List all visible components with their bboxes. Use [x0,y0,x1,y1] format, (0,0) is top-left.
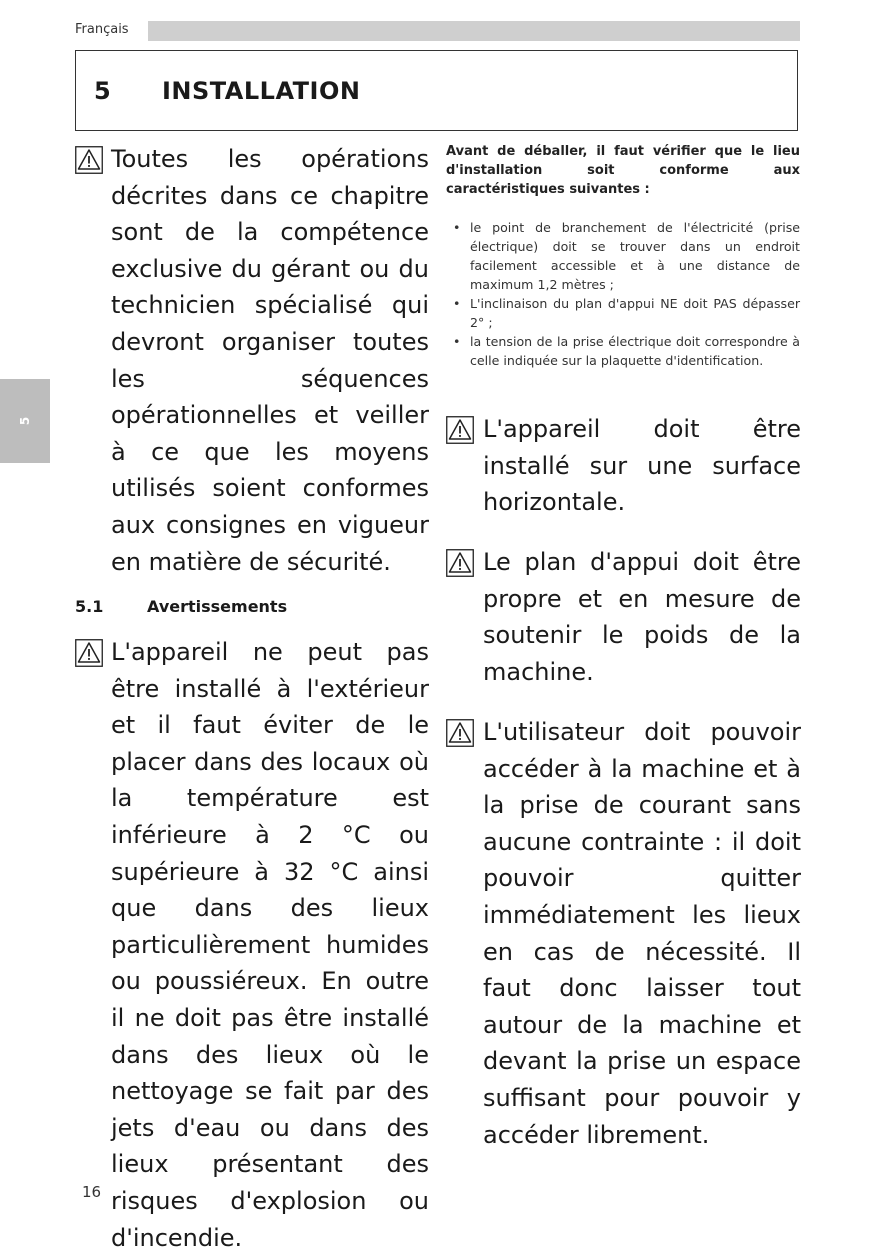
warning-triangle-icon [75,639,103,667]
section-number: 5 [94,77,112,105]
subsection-title: Avertissements [147,597,288,616]
subsection-number: 5.1 [75,597,104,616]
warning-block-access [446,714,801,1153]
requirements-list [446,218,800,370]
warning-triangle-icon [75,146,103,174]
header-bar [148,21,800,41]
warning-text: Le plan d'appui doit être propre et en mesure de soutenir le poids de la machine. [483,548,801,686]
language-label: Français [75,22,129,37]
warning-text: Toutes les opérations décrites dans ce chapitre sont de la compétence exclusive du gérant ou du technicien spécialisé qui devront organiser toutes les séquences opérationnelles et veiller à ce que les moyens utilisés soient conformes aux consignes en vigueur en matière de sécurité. [111,145,429,576]
warning-text: L'appareil ne peut pas être installé à l'extérieur et il faut éviter de le placer dans des locaux où la température est inférieure à 2 °C ou supérieure à 32 °C ainsi que dans des lieux particulièrement humides ou poussiéreux. En outre il ne doit pas être installé dans des lieux où le nettoyage se fait par des jets d'eau ou dans des lieux présentant des risques d'explosion ou d'incendie. [111,638,429,1252]
warning-text: L'appareil doit être installé sur une surface horizontale. [483,415,801,517]
list-item: • le point de branchement de l'électricité (prise électrique) doit se trouver dans un endroit facilement accessible et à une distance de maximum 1,2 mètres ; [446,218,800,294]
page-number: 16 [82,1183,102,1201]
section-title: INSTALLATION [162,77,361,105]
list-item: • L'inclinaison du plan d'appui NE doit PAS dépasser 2° ; [446,294,800,332]
side-chapter-tab [0,379,50,463]
warning-triangle-icon [446,549,474,577]
list-item: • la tension de la prise électrique doit correspondre à celle indiquée sur la plaquette d'identification. [446,332,800,370]
section-title-box [75,50,798,131]
warning-block-competence [75,141,429,580]
warning-block-horizontal [446,411,801,521]
warning-text: L'utilisateur doit pouvoir accéder à la machine et à la prise de courant sans aucune contrainte : il doit pouvoir quitter immédiatement les lieux en cas de nécessité. Il faut donc laisser tout autour de la machine et devant la prise un espace suffisant pour pouvoir y accéder librement. [483,718,801,1149]
warning-triangle-icon [446,416,474,444]
intro-paragraph: Avant de déballer, il faut vérifier que le lieu d'installation soit conforme aux caractéristiques suivantes : [446,144,800,197]
warning-block-support [446,544,801,690]
warning-block-location [75,634,429,1256]
warning-triangle-icon [446,719,474,747]
side-tab-number: 5 [17,416,32,426]
